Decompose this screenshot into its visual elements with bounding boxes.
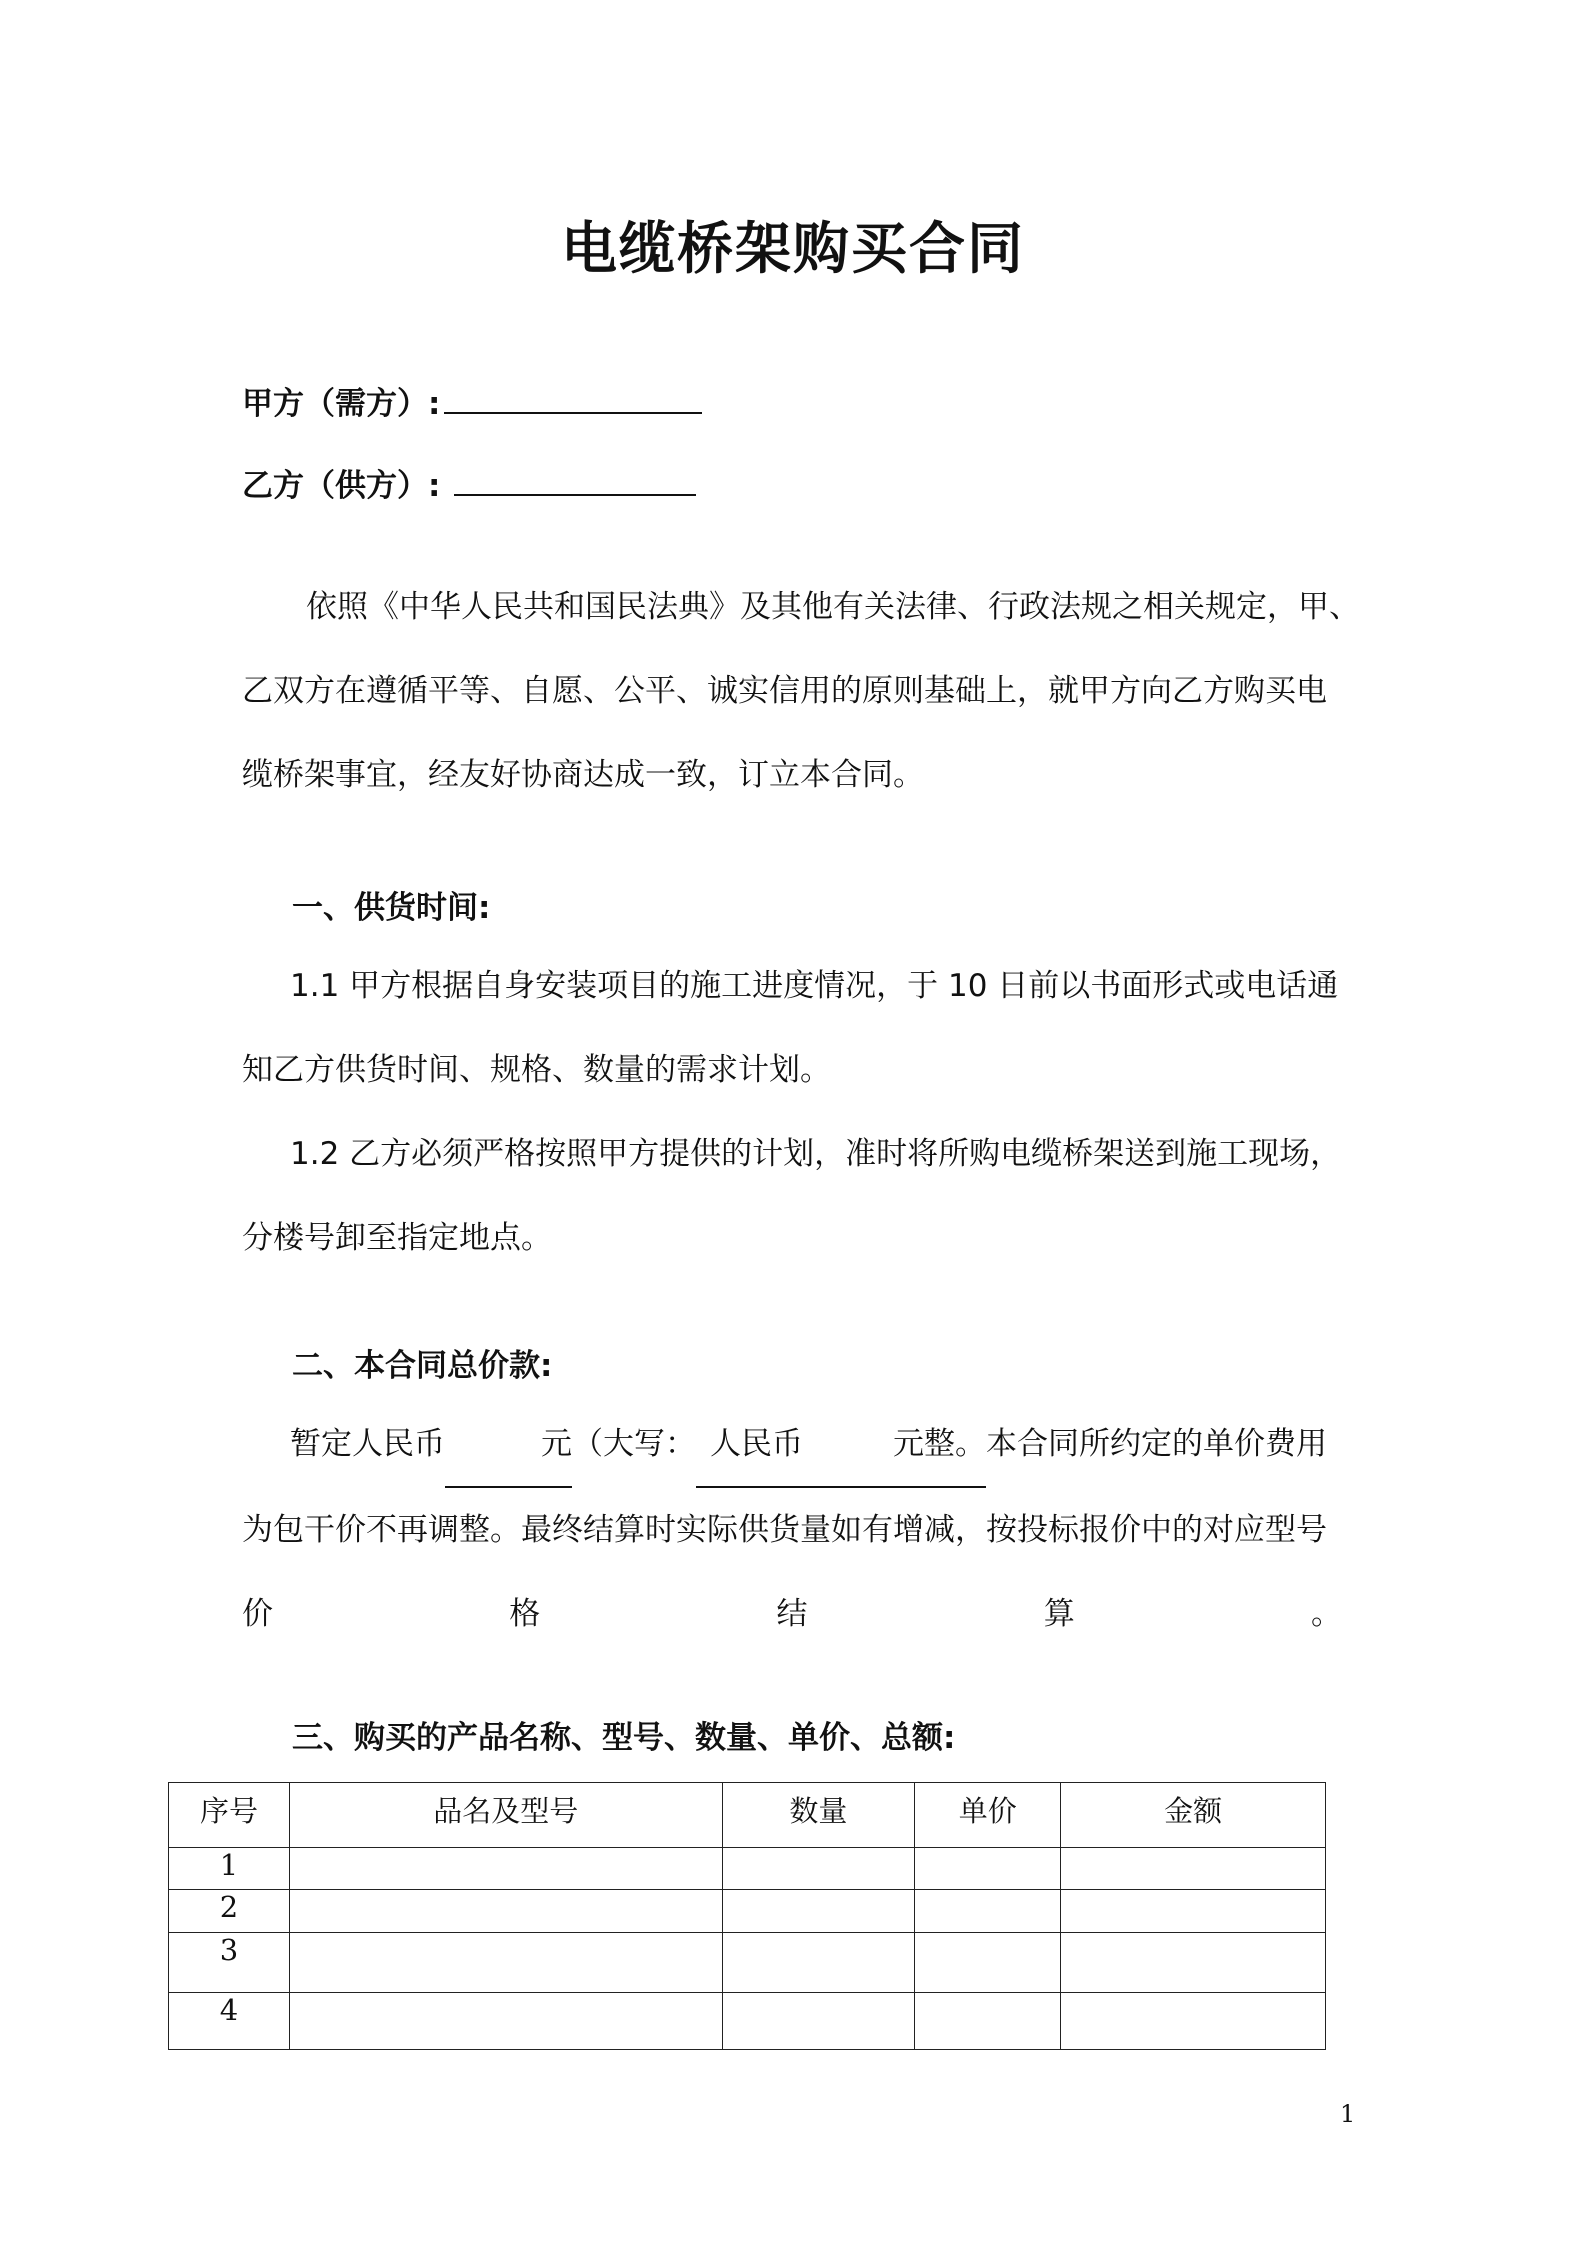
price-line-1 <box>242 1402 1360 1488</box>
row-seq: 2 <box>169 1890 290 1933</box>
price-prefix: 暂定人民币 <box>290 1426 445 1462</box>
cell-amount[interactable] <box>1061 1993 1326 2050</box>
justified-char: 格 <box>509 1596 541 1632</box>
cell-unit-price[interactable] <box>915 1993 1061 2050</box>
clause-line: 分楼号卸至指定地点。 <box>242 1220 552 1256</box>
party-b-line <box>242 460 696 505</box>
section-1-heading: 一、供货时间: <box>292 890 491 926</box>
cell-amount[interactable] <box>1061 1890 1326 1933</box>
price-amount-blank[interactable] <box>445 1402 572 1488</box>
price-line-3 <box>242 1572 1342 1656</box>
justified-char: 价 <box>242 1596 273 1632</box>
table-header-row <box>169 1783 1326 1848</box>
cell-quantity[interactable] <box>722 1993 915 2050</box>
table-row <box>169 1933 1326 1993</box>
table-row <box>169 1848 1326 1890</box>
header-amount: 金额 <box>1061 1783 1326 1848</box>
daxie-label: （大写： <box>572 1426 696 1462</box>
party-b-label: 乙方（供方）: <box>242 468 441 504</box>
header-quantity: 数量 <box>722 1783 915 1848</box>
product-table <box>168 1782 1326 2050</box>
intro-paragraph <box>242 565 1360 817</box>
cell-name-model[interactable] <box>289 1890 722 1933</box>
intro-line: 乙双方在遵循平等、自愿、公平、诚实信用的原则基础上，就甲方向乙方购买电 <box>242 673 1327 709</box>
clause-line: 1.1 甲方根据自身安装项目的施工进度情况，于 10 日前以书面形式或电话通 <box>290 968 1339 1004</box>
row-seq: 1 <box>169 1848 290 1890</box>
party-b-blank[interactable] <box>454 460 696 496</box>
justified-char: 。 <box>1311 1596 1342 1632</box>
cell-name-model[interactable] <box>289 1848 722 1890</box>
page-number: 1 <box>1340 2100 1356 2128</box>
clause-line: 1.2 乙方必须严格按照甲方提供的计划，准时将所购电缆桥架送到施工现场， <box>290 1136 1342 1172</box>
clause-1-1 <box>242 944 1360 1112</box>
price-suffix: 本合同所约定的单价费用 <box>986 1426 1327 1462</box>
price-paragraph <box>242 1402 1360 1656</box>
price-daxie-blank[interactable] <box>696 1402 986 1488</box>
header-seq: 序号 <box>169 1783 290 1848</box>
page-title: 电缆桥架购买合同 <box>561 217 1025 282</box>
row-seq: 4 <box>169 1993 290 2050</box>
party-a-line <box>242 378 702 423</box>
cell-quantity[interactable] <box>722 1890 915 1933</box>
clause-line: 知乙方供货时间、规格、数量的需求计划。 <box>242 1052 831 1088</box>
intro-line: 缆桥架事宜，经友好协商达成一致，订立本合同。 <box>242 757 924 793</box>
cell-amount[interactable] <box>1061 1848 1326 1890</box>
cell-unit-price[interactable] <box>915 1848 1061 1890</box>
price-line-2: 为包干价不再调整。最终结算时实际供货量如有增减，按投标报价中的对应型号 <box>242 1512 1327 1548</box>
yuan-label: 元 <box>541 1426 572 1462</box>
rmb-label: 人民币 <box>710 1426 803 1462</box>
cell-amount[interactable] <box>1061 1933 1326 1993</box>
intro-line: 依照《中华人民共和国民法典》及其他有关法律、行政法规之相关规定，甲、 <box>306 589 1360 625</box>
cell-unit-price[interactable] <box>915 1890 1061 1933</box>
cell-unit-price[interactable] <box>915 1933 1061 1993</box>
justified-char: 算 <box>1043 1596 1075 1632</box>
header-unit-price: 单价 <box>915 1783 1061 1848</box>
clause-1-2 <box>242 1112 1360 1280</box>
table-row <box>169 1890 1326 1933</box>
section-2-heading: 二、本合同总价款: <box>292 1348 553 1384</box>
header-name-model: 品名及型号 <box>289 1783 722 1848</box>
party-a-label: 甲方（需方）: <box>242 386 441 422</box>
cell-quantity[interactable] <box>722 1848 915 1890</box>
zheng-label: 元整。 <box>893 1426 986 1462</box>
cell-quantity[interactable] <box>722 1933 915 1993</box>
section-3-heading: 三、购买的产品名称、型号、数量、单价、总额: <box>292 1720 956 1756</box>
table-row <box>169 1993 1326 2050</box>
party-a-blank[interactable] <box>444 378 702 414</box>
row-seq: 3 <box>169 1933 290 1993</box>
cell-name-model[interactable] <box>289 1933 722 1993</box>
cell-name-model[interactable] <box>289 1993 722 2050</box>
justified-char: 结 <box>776 1596 808 1632</box>
